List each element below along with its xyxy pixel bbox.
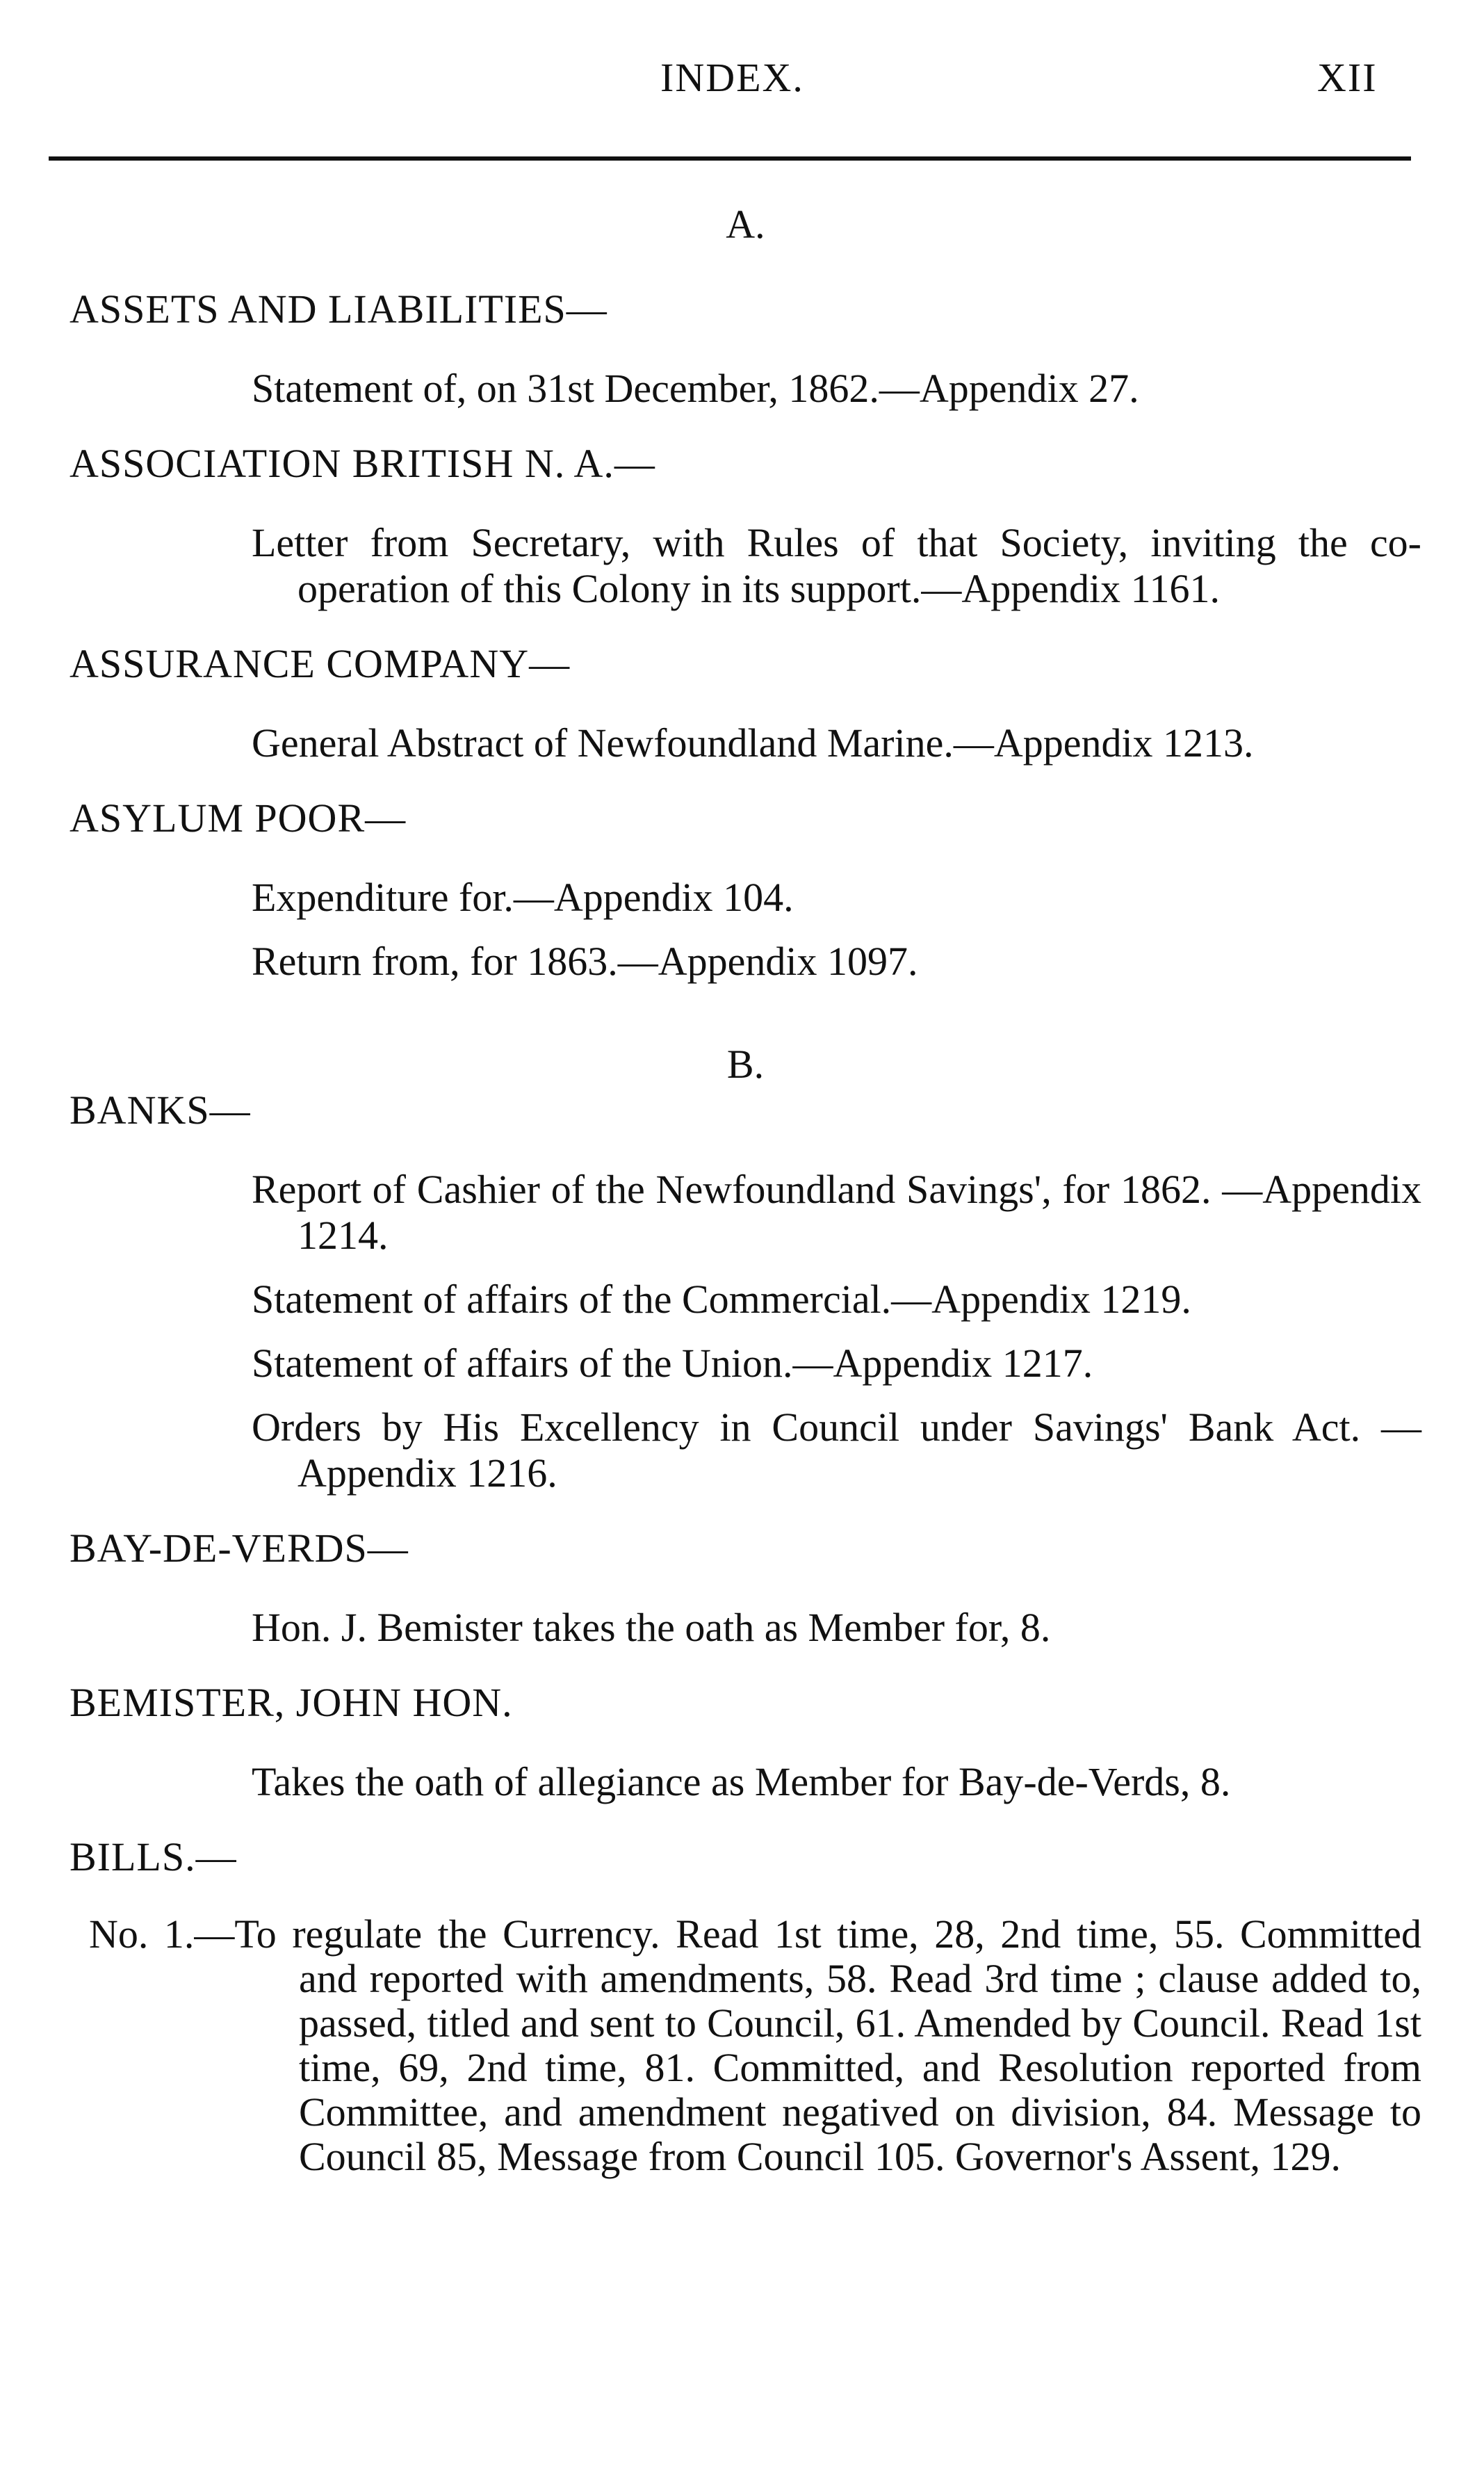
heading-assets-and-liabilities: ASSETS AND LIABILITIES— <box>70 286 608 332</box>
heading-banks: BANKS— <box>70 1087 251 1133</box>
entry-bill-no-1: No. 1.—To regulate the Currency. Read 1st time, 28, 2nd time, 55. Committed and reported with amendments, 58. Read 3rd time ; clause added to, passed, titled and sent to Council, 61. Amended by Council. Read 1st time, 69, 2nd time, 81. Committed, and Resolution reported from Committee, and amendment negatived on division, 84. Message to Council 85, Message from Council 105. Governor's Assent, 129. <box>89 1911 1421 2179</box>
header-rule <box>49 156 1411 161</box>
entry-banks-orders: Orders by His Excellency in Council under Savings' Bank Act. —Appendix 1216. <box>252 1405 1421 1496</box>
heading-assurance-company: ASSURANCE COMPANY— <box>70 641 571 686</box>
heading-association-british: ASSOCIATION BRITISH N. A.— <box>70 441 655 486</box>
entry-bemister-oath: Takes the oath of allegiance as Member for Bay-de-Verds, 8. <box>252 1759 1231 1804</box>
index-content <box>70 195 1421 2179</box>
entry-bay-de-verds-oath: Hon. J. Bemister takes the oath as Member for, 8. <box>252 1605 1051 1650</box>
heading-bay-de-verds: BAY-DE-VERDS— <box>70 1526 409 1571</box>
heading-bemister-john: BEMISTER, JOHN HON. <box>70 1680 513 1725</box>
section-letter-a: A. <box>726 202 765 247</box>
section-letter-b: B. <box>726 1042 765 1087</box>
entry-banks-union: Statement of affairs of the Union.—Appendix 1217. <box>252 1341 1093 1386</box>
entry-assets-statement: Statement of, on 31st December, 1862.—Appendix 27. <box>252 366 1139 411</box>
entry-asylum-expenditure: Expenditure for.—Appendix 104. <box>252 875 794 920</box>
running-head <box>0 54 1484 110</box>
entry-assurance-abstract: General Abstract of Newfoundland Marine.—Appendix 1213. <box>252 720 1254 766</box>
page-number: XII <box>1317 55 1378 100</box>
entry-banks-commercial: Statement of affairs of the Commercial.—Appendix 1219. <box>252 1277 1191 1322</box>
heading-asylum-poor: ASYLUM POOR— <box>70 795 407 841</box>
entry-banks-report: Report of Cashier of the Newfoundland Savings', for 1862. —Appendix 1214. <box>252 1167 1421 1258</box>
entry-association-letter: Letter from Secretary, with Rules of that Society, inviting the co-operation of this Colony in its support.—Appendix 1161. <box>252 520 1421 611</box>
entry-asylum-return: Return from, for 1863.—Appendix 1097. <box>252 939 918 984</box>
heading-bills: BILLS.— <box>70 1834 237 1879</box>
running-title: INDEX. <box>660 55 804 100</box>
